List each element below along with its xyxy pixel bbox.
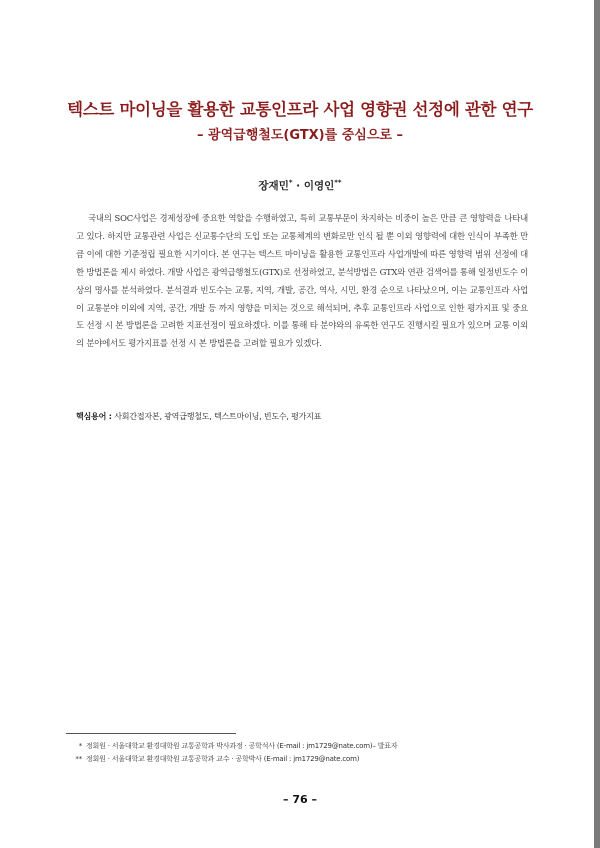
author-name: 이영인 bbox=[303, 180, 335, 192]
keywords-text: 사회간접자본, 광역급행철도, 텍스트마이닝, 빈도수, 평가지표 bbox=[114, 412, 322, 421]
footnote-text: 정회원 · 서울대학교 환경대학원 교통공학과 교수 · 공학박사 (E-mail : jm1729@nate.com) bbox=[86, 754, 360, 763]
paper-subtitle: – 광역급행철도(GTX)를 중심으로 – bbox=[197, 128, 403, 143]
footnote bbox=[70, 753, 540, 766]
footnote-mark: * bbox=[78, 742, 82, 750]
keywords-line bbox=[76, 411, 528, 422]
footnote-divider bbox=[66, 733, 236, 734]
page-number: – 76 – bbox=[283, 793, 317, 806]
footnote bbox=[70, 740, 540, 753]
author-footnote-mark: ** bbox=[334, 178, 342, 187]
author-line bbox=[0, 178, 600, 193]
author-separator: · bbox=[292, 180, 304, 192]
paper-title: 텍스트 마이닝을 활용한 교통인프라 사업 영향권 선정에 관한 연구 bbox=[67, 100, 533, 119]
abstract-paragraph: 국내의 SOC사업은 경제성장에 중요한 역할을 수행하였고, 특히 교통부문이 차지하는 비중이 높은 만큼 큰 영향력을 나타내고 있다. 하지만 교통관련 사업은 신교통수단의 도입 또는 교통체계의 변화로만 인식 될 뿐 이외 영향력에 대한 인식이 부족한 만큼 이에 대한 기준정립 필요한 시기이다. 본 연구는 텍스트 마이닝을 활용한 교통인프라 사업개발에 따른 영향력 범위 선정에 대한 방법론을 제시 하였다. 개발 사업은 광역급행철도(GTX)로 선정하였고, 분석방법은 GTX와 연관 검색어를 통해 일정빈도수 이상의 명사를 분석하였다. 분석결과 빈도수는 교통, 지역, 개발, 공간, 역사, 시민, 환경 순으로 나타났으며, 이는 교통인프라 사업이 교통분야 이외에 지역, 공간, 개발 등 까지 영향을 미치는 것으로 해석되며, 추후 교통인프라 사업으로 인한 평가지표 및 중요도 선정 시 본 방법론을 고려한 지표선정이 필요하겠다. 이를 통해 타 분야와의 유록한 연구도 진행시킬 필요가 있으며 교통 이외의 분야에서도 평가지표를 선정 시 본 방법론을 고려할 필요가 있겠다. bbox=[76, 213, 528, 349]
author-footnote-mark: * bbox=[288, 178, 293, 187]
footnotes bbox=[70, 740, 540, 765]
footnote-mark: ** bbox=[75, 754, 82, 763]
keywords-label: 핵심용어 : bbox=[76, 412, 115, 421]
author-name: 장재민 bbox=[258, 180, 289, 192]
footnote-text: 정회원 · 서울대학교 환경대학원 교통공학과 박사과정 · 공학석사 (E-mail : jm1729@nate.com)– 발표자 bbox=[86, 742, 398, 750]
